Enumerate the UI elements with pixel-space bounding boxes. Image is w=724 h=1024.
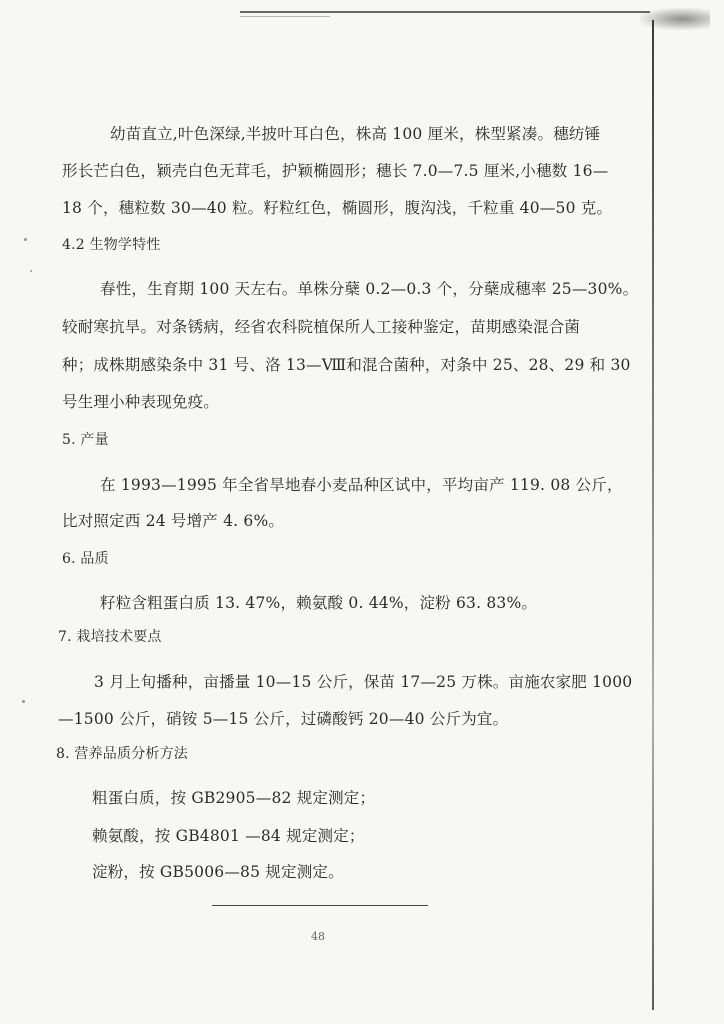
text-line: 在 1993—1995 年全省旱地春小麦品种区试中，平均亩产 119. 08 公斤， <box>100 476 623 494</box>
page-number: 48 <box>311 930 325 943</box>
section-heading: 7. 栽培技术要点 <box>58 629 162 645</box>
text-line: 赖氨酸，按 GB4801 —84 规定测定； <box>92 827 365 845</box>
text-line: 比对照定西 24 号增产 4. 6%。 <box>62 512 285 530</box>
right-margin-rule <box>652 20 654 1010</box>
scan-corner-smudge <box>640 8 710 30</box>
section-heading: 5. 产量 <box>62 432 109 448</box>
text-line: —1500 公斤，硝铵 5—15 公斤，过磷酸钙 20—40 公斤为宜。 <box>58 710 509 728</box>
scan-speck <box>24 238 27 241</box>
text-line: 籽粒含粗蛋白质 13. 47%，赖氨酸 0. 44%，淀粉 63. 83%。 <box>100 594 538 612</box>
top-border-rule-secondary <box>240 16 330 17</box>
section-heading: 4.2 生物学特性 <box>62 237 161 253</box>
section-heading: 6. 品质 <box>62 551 109 567</box>
top-border-rule <box>240 11 650 13</box>
text-line: 种；成株期感染条中 31 号、洛 13—Ⅷ和混合菌种，对条中 25、28、29 和 30 <box>62 356 631 374</box>
text-line: 18 个，穗粒数 30—40 粒。籽粒红色，椭圆形，腹沟浅，千粒重 40—50 克。 <box>62 199 613 217</box>
text-line: 粗蛋白质，按 GB2905—82 规定测定； <box>92 789 376 807</box>
section-heading: 8. 营养品质分析方法 <box>56 746 189 762</box>
scan-speck <box>22 700 25 703</box>
text-line: 较耐寒抗旱。对条锈病，经省农科院植保所人工接种鉴定，苗期感染混合菌 <box>62 318 581 336</box>
scan-speck <box>30 270 32 272</box>
text-line: 淀粉，按 GB5006—85 规定测定。 <box>92 863 344 881</box>
text-line: 春性，生育期 100 天左右。单株分蘖 0.2—0.3 个，分蘖成穗率 25—30%。 <box>100 280 639 298</box>
text-line: 号生理小种表现免疫。 <box>62 393 220 411</box>
text-line: 形长芒白色，颖壳白色无茸毛，护颖椭圆形；穗长 7.0—7.5 厘米,小穗数 16— <box>62 162 609 180</box>
text-line: 3 月上旬播种，亩播量 10—15 公斤，保苗 17—25 万株。亩施农家肥 1000 <box>94 673 633 691</box>
text-line: 幼苗直立,叶色深绿,半披叶耳白色，株高 100 厘米，株型紧凑。穗纺锤 <box>110 125 601 143</box>
footer-rule <box>212 905 428 906</box>
